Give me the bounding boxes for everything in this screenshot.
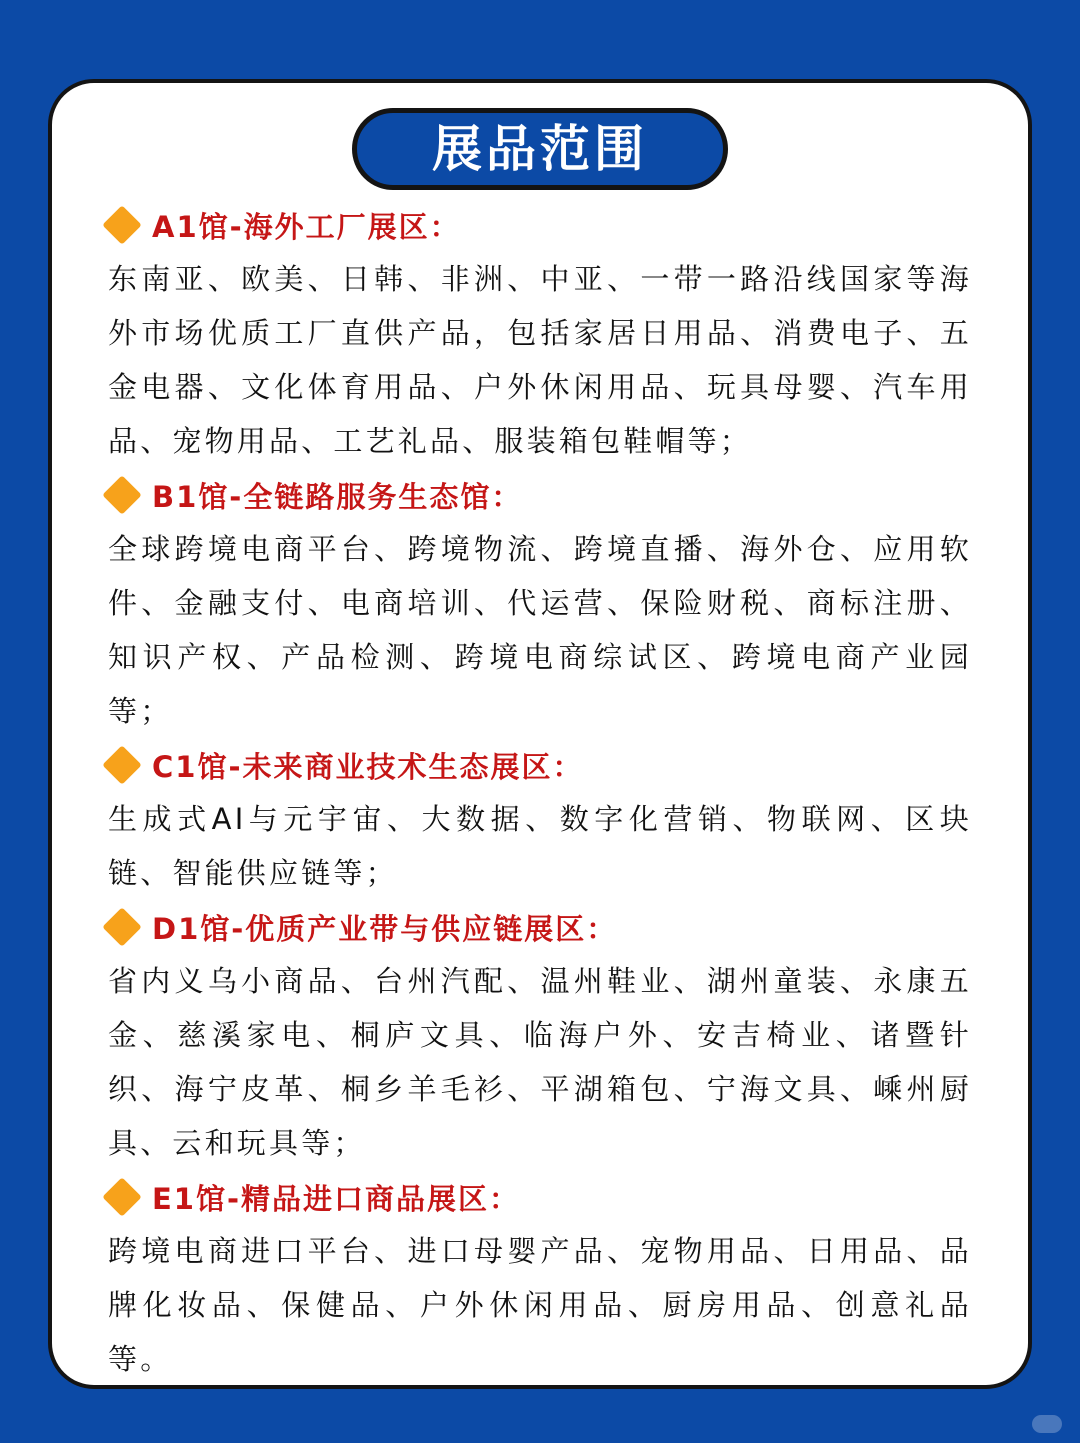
diamond-icon bbox=[102, 745, 142, 785]
section-body: 省内义乌小商品、台州汽配、温州鞋业、湖州童装、永康五金、慈溪家电、桐庐文具、临海户外、安吉椅业、诸暨针织、海宁皮革、桐乡羊毛衫、平湖箱包、宁海文具、嵊州厨具、云和玩具等； bbox=[108, 964, 972, 1160]
section-heading-row bbox=[108, 1170, 972, 1224]
section-body: 东南亚、欧美、日韩、非洲、中亚、一带一路沿线国家等海外市场优质工厂直供产品，包括家居日用品、消费电子、五金电器、文化体育用品、户外休闲用品、玩具母婴、汽车用品、宠物用品、工艺礼品、服装箱包鞋帽等； bbox=[108, 262, 972, 458]
section-title: B1馆-全链路服务生态馆： bbox=[152, 479, 523, 514]
section-title: A1馆-海外工厂展区： bbox=[152, 209, 461, 244]
section-heading-row bbox=[108, 900, 972, 954]
section-title: D1馆-优质产业带与供应链展区： bbox=[152, 911, 618, 946]
section-body: 全球跨境电商平台、跨境物流、跨境直播、海外仓、应用软件、金融支付、电商培训、代运营、保险财税、商标注册、知识产权、产品检测、跨境电商综试区、跨境电商产业园等； bbox=[108, 532, 972, 728]
section-a1 bbox=[108, 198, 972, 468]
diamond-icon bbox=[102, 1177, 142, 1217]
section-heading-row bbox=[108, 468, 972, 522]
section-heading-row bbox=[108, 198, 972, 252]
section-d1 bbox=[108, 900, 972, 1170]
section-e1 bbox=[108, 1170, 972, 1386]
diamond-icon bbox=[102, 205, 142, 245]
section-c1 bbox=[108, 738, 972, 900]
title-banner bbox=[352, 108, 728, 190]
page-title: 展品范围 bbox=[432, 120, 648, 178]
section-heading-row bbox=[108, 738, 972, 792]
watermark bbox=[1032, 1415, 1062, 1433]
exhibit-list bbox=[108, 198, 972, 1386]
section-body: 跨境电商进口平台、进口母婴产品、宠物用品、日用品、品牌化妆品、保健品、户外休闲用品、厨房用品、创意礼品等。 bbox=[108, 1234, 972, 1376]
section-title: C1馆-未来商业技术生态展区： bbox=[152, 749, 584, 784]
diamond-icon bbox=[102, 907, 142, 947]
section-b1 bbox=[108, 468, 972, 738]
section-body: 生成式AI与元宇宙、大数据、数字化营销、物联网、区块链、智能供应链等； bbox=[108, 802, 972, 890]
diamond-icon bbox=[102, 475, 142, 515]
section-title: E1馆-精品进口商品展区： bbox=[152, 1181, 521, 1216]
